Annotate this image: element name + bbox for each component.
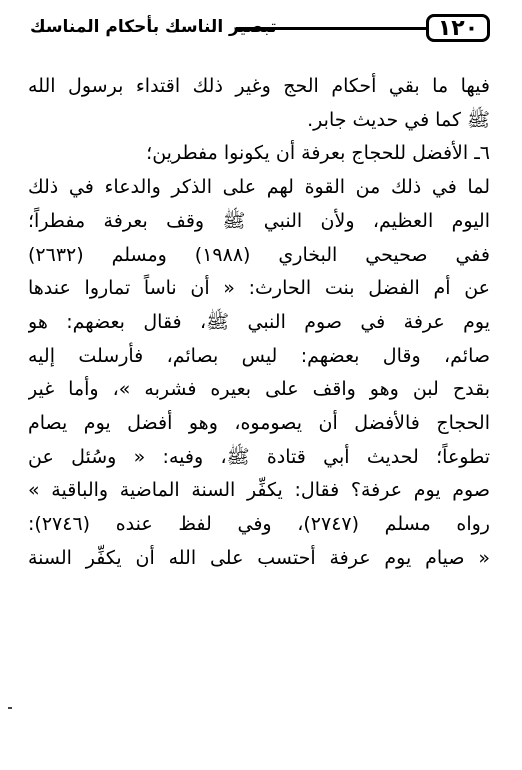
text-line: عن أم الفضل بنت الحارث: « أن ناساً تماروا عندها bbox=[28, 277, 490, 300]
text-line: بقدح لبن وهو واقف على بعيره فشربه »، وأما غير bbox=[28, 378, 490, 401]
text-line: يوم عرفة في صوم النبي ﷺ، فقال بعضهم: هو bbox=[28, 310, 490, 333]
text-line: اليوم العظيم، ولأن النبي ﷺ وقف بعرفة مفطراً؛ bbox=[28, 209, 490, 232]
text-line: ففي صحيحي البخاري (١٩٨٨) ومسلم (٢٦٣٢) bbox=[28, 243, 490, 266]
text-line: لما في ذلك من القوة لهم على الذكر والدعاء في ذلك bbox=[28, 176, 490, 199]
text-line: ﷺ كما في حديث جابر. bbox=[307, 108, 490, 131]
text-line: فيها ما بقي أحكام الحج وغير ذلك اقتداء برسول الله bbox=[28, 75, 490, 97]
margin-mark bbox=[8, 707, 12, 709]
book-title: تبصير الناسك بأحكام المناسك bbox=[30, 17, 277, 37]
text-line: رواه مسلم (٢٧٤٧)، وفي لفظ عنده (٢٧٤٦): bbox=[28, 513, 490, 536]
page-header bbox=[30, 8, 490, 52]
text-line: « صيام يوم عرفة أحتسب على الله أن يكفِّر السنة bbox=[28, 546, 490, 569]
page-body bbox=[28, 70, 490, 576]
text-line: ٦ـ الأفضل للحجاج بعرفة أن يكونوا مفطرين؛ bbox=[146, 142, 490, 165]
text-line: صائم، وقال بعضهم: ليس بصائم، فأرسلت إليه bbox=[28, 344, 490, 367]
text-line: الحجاج فالأفضل أن يصوموه، وهو أفضل يوم يصام bbox=[28, 412, 490, 435]
text-line: تطوعاً؛ لحديث أبي قتادة ﷺ، وفيه: « وسُئل عن bbox=[28, 445, 490, 468]
text-line: صوم يوم عرفة؟ فقال: يكفِّر السنة الماضية والباقية » bbox=[28, 479, 490, 502]
page-number: ١٢٠ bbox=[426, 14, 490, 42]
